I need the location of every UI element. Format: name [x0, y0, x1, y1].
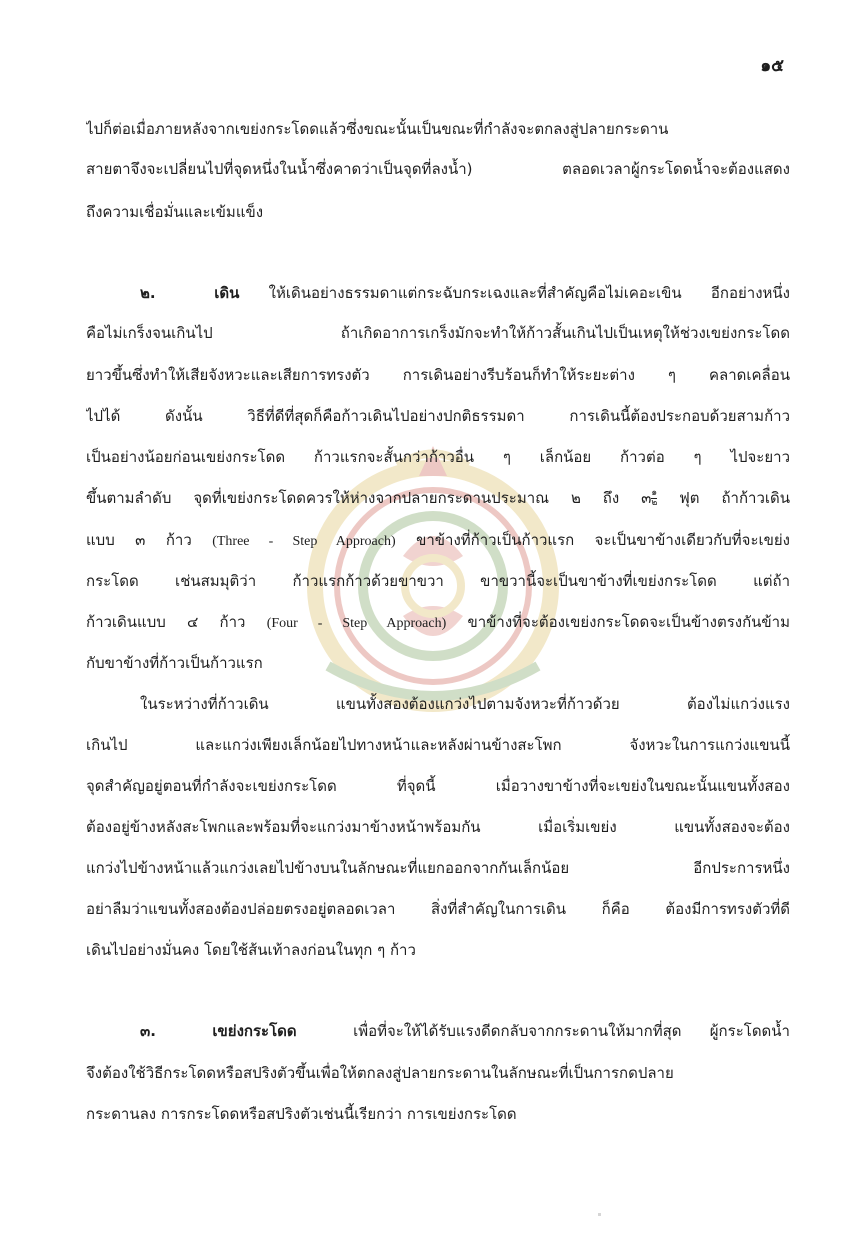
- paragraph-first-line: ในระหว่างที่ก้าวเดิน แขนทั้งสองต้องแกว่งไปตามจังหวะที่ก้าวด้วย ต้องไม่แกว่งแรง: [140, 695, 790, 713]
- text-line: แกว่งไปข้างหน้าแล้วแกว่งเลยไปข้างบนในลักษณะที่แยกออกจากกันเล็กน้อย อีกประการหนึ่ง: [86, 859, 790, 877]
- fraction-numerator: ๑: [651, 488, 658, 498]
- text-line: ถึงความเชื่อมั่นและเข้มแข็ง: [86, 203, 264, 221]
- text-line: จุดสำคัญอยู่ตอนที่กำลังจะเขย่งกระโดด ที่จุดนี้ เมื่อวางขาข้างที่จะเขย่งในขณะนั้นแขนทั้งสอง: [86, 777, 790, 795]
- text-run: แบบ ๓ ก้าว: [86, 531, 213, 549]
- text-run: ขึ้นตามลำดับ จุดที่เขย่งกระโดดควรให้ห่างจากปลายกระดานประมาณ ๒ ถึง ๓: [86, 489, 652, 507]
- text-run: ขาข้างที่จะต้องเขย่งกระโดดจะเป็นข้างตรงกันข้าม: [446, 613, 790, 631]
- page-number: ๑๕: [760, 56, 784, 76]
- section-2-first-line: [140, 282, 790, 304]
- text-line: เกินไป และแกว่งเพียงเล็กน้อยไปทางหน้าและหลังผ่านข้างสะโพก จังหวะในการแกว่งแขนนี้: [86, 736, 790, 754]
- text-line: [86, 529, 790, 553]
- text-run: ขาข้างที่ก้าวเป็นก้าวแรก จะเป็นขาข้างเดียวกับที่จะเขย่ง: [395, 531, 790, 549]
- text-line-with-fraction: [86, 487, 790, 509]
- section-3-first-line: [140, 1020, 790, 1042]
- text-run: ก้าวเดินแบบ ๔ ก้าว: [86, 613, 267, 631]
- text-line: เป็นอย่างน้อยก่อนเขย่งกระโดด ก้าวแรกจะสั้นกว่าก้าวอื่น ๆ เล็กน้อย ก้าวต่อ ๆ ไปจะยาว: [86, 448, 790, 466]
- section-heading: เขย่งกระโดด: [212, 1022, 297, 1040]
- text-line: อย่าลืมว่าแขนทั้งสองต้องปล่อยตรงอยู่ตลอดเวลา สิ่งที่สำคัญในการเดิน ก็คือ ต้องมีการทรงตัวที่ดี: [86, 900, 790, 918]
- text-line: ไปก็ต่อเมื่อภายหลังจากเขย่งกระโดดแล้วซึ่งขณะนั้นเป็นขณะที่กำลังจะตกลงสู่ปลายกระดาน: [86, 120, 669, 138]
- text-line: ต้องอยู่ข้างหลังสะโพกและพร้อมที่จะแกว่งมาข้างหน้าพร้อมกัน เมื่อเริ่มเขย่ง แขนทั้งสองจะต้อง: [86, 818, 790, 836]
- text-line: ไปได้ ดังนั้น วิธีที่ดีที่สุดก็คือก้าวเดินไปอย่างปกติธรรมดา การเดินนี้ต้องประกอบด้วยสามก้าว: [86, 407, 790, 425]
- text-line: กับขาข้างที่ก้าวเป็นก้าวแรก: [86, 654, 263, 672]
- english-term: (Three - Step Approach): [212, 534, 396, 549]
- text-line: กระดานลง การกระโดดหรือสปริงตัวเช่นนี้เรียกว่า การเขย่งกระโดด: [86, 1105, 517, 1123]
- text-run: ให้เดินอย่างธรรมดาแต่กระฉับกระเฉงและที่สำคัญคือไม่เคอะเขิน อีกอย่างหนึ่ง: [268, 284, 790, 302]
- fraction-denominator: ๒: [651, 498, 658, 508]
- scan-speck: [598, 1213, 601, 1216]
- text-line: เดินไปอย่างมั่นคง โดยใช้ส้นเท้าลงก่อนในทุก ๆ ก้าว: [86, 941, 416, 959]
- text-run: ฟุต ถ้าก้าวเดิน: [657, 489, 790, 507]
- text-line: กระโดด เช่นสมมุติว่า ก้าวแรกก้าวด้วยขาขวา ขาขวานี้จะเป็นขาข้างที่เขย่งกระโดด แต่ถ้า: [86, 572, 790, 590]
- text-run: เพื่อที่จะให้ได้รับแรงดีดกลับจากกระดานให้มากที่สุด ผู้กระโดดน้ำ: [353, 1022, 790, 1040]
- english-term: (Four - Step Approach): [266, 616, 447, 631]
- text-line: สายตาจึงจะเปลี่ยนไปที่จุดหนึ่งในน้ำซึ่งคาดว่าเป็นจุดที่ลงน้ำ) ตลอดเวลาผู้กระโดดน้ำจะต้องแสดง: [86, 160, 790, 178]
- section-number: ๓.: [140, 1022, 156, 1040]
- section-number: ๒.: [140, 284, 156, 302]
- section-heading: เดิน: [214, 284, 240, 302]
- text-line: ยาวขึ้นซึ่งทำให้เสียจังหวะและเสียการทรงตัว การเดินอย่างรีบร้อนก็ทำให้ระยะต่าง ๆ คลาดเคลื่อน: [86, 366, 790, 384]
- text-line: [86, 611, 790, 635]
- text-line: คือไม่เกร็งจนเกินไป ถ้าเกิดอาการเกร็งมักจะทำให้ก้าวสั้นเกินไปเป็นเหตุให้ช่วงเขย่งกระโดด: [86, 324, 790, 342]
- text-line: จึงต้องใช้วิธีกระโดดหรือสปริงตัวขึ้นเพื่อให้ตกลงสู่ปลายกระดานในลักษณะที่เป็นการกดปลาย: [86, 1064, 674, 1082]
